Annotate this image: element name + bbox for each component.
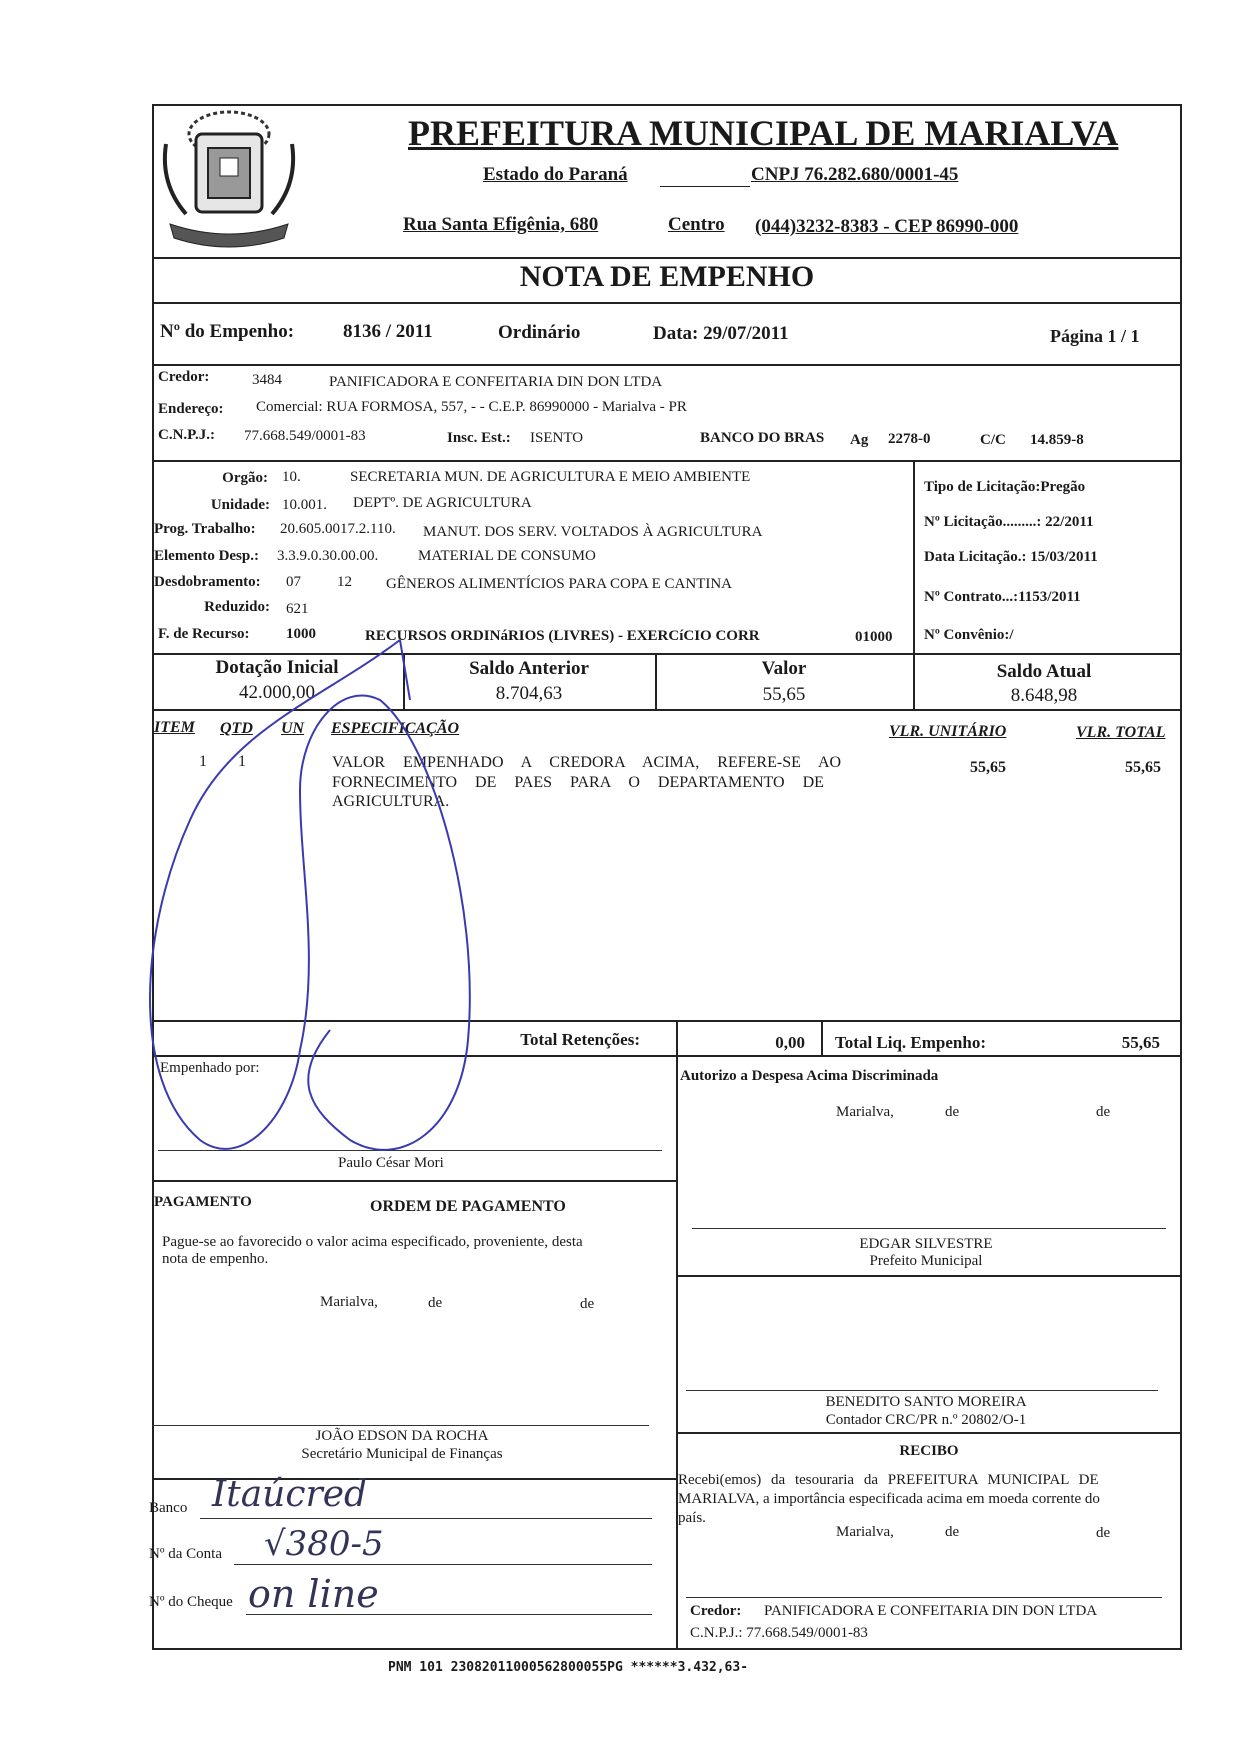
autorizo-de-2: de: [1096, 1104, 1111, 1120]
credor-divider: [152, 460, 1182, 462]
contador-divider: [676, 1432, 1182, 1434]
autorizo-de-1: de: [945, 1104, 960, 1120]
autorizo-label: Autorizo a Despesa Acima Discriminada: [680, 1068, 939, 1084]
secretario-signature-line: [152, 1425, 649, 1426]
conta-field[interactable]: √380-5: [264, 1524, 384, 1564]
agency-number: 2278-0: [888, 431, 931, 447]
lower-center-divider: [676, 1055, 678, 1650]
cnpj-header: CNPJ 76.282.680/0001-45: [751, 164, 959, 185]
empenhado-name: Paulo César Mori: [338, 1155, 444, 1171]
address-label: Endereço:: [158, 401, 224, 417]
desdobramento-a: 07: [286, 574, 301, 590]
totals-divider-2: [821, 1020, 823, 1055]
conta-field-line: [234, 1564, 652, 1565]
orgao-label: Orgão:: [222, 470, 268, 486]
item-desc-line1: VALOR EMPENHADO A CREDORA ACIMA, REFERE-SE AO: [332, 754, 842, 771]
col-especificacao: ESPECIFICAÇÃO: [331, 720, 460, 737]
street-address: Rua Santa Efigênia, 680: [403, 214, 599, 235]
retencoes-label: Total Retenções:: [520, 1030, 640, 1049]
saldo-anterior-label: Saldo Anterior: [469, 658, 589, 679]
saldo-atual-value: 8.648,98: [1010, 685, 1078, 706]
fonte-name: RECURSOS ORDINáRIOS (LIVRES) - EXERCíCIO CORR: [365, 628, 760, 644]
dotacao-label: Dotação Inicial: [215, 657, 339, 678]
pagamento-text-2: nota de empenho.: [162, 1251, 269, 1267]
page-number: Página 1 / 1: [1050, 326, 1140, 346]
desdobramento-label: Desdobramento:: [154, 574, 261, 590]
credor-label: Credor:: [158, 369, 210, 385]
prog-label: Prog. Trabalho:: [154, 521, 256, 537]
col-item: ITEM: [154, 719, 195, 736]
empenho-number: 8136 / 2011: [343, 321, 433, 342]
item-number: 1: [199, 753, 207, 770]
col-un: UN: [281, 720, 305, 737]
totals-top-line: [152, 1020, 1182, 1022]
banco-label: Banco: [149, 1500, 188, 1516]
cnpj-label: C.N.P.J.:: [158, 427, 215, 443]
col-vlr-unitario: VLR. UNITÁRIO: [889, 723, 1007, 740]
municipal-crest: [156, 104, 302, 252]
empenho-date: Data: 29/07/2011: [653, 323, 789, 344]
desdobramento-name: GÊNEROS ALIMENTÍCIOS PARA COPA E CANTINA: [386, 576, 733, 592]
unidade-name: DEPTº. DE AGRICULTURA: [353, 495, 532, 511]
recibo-de-1: de: [945, 1524, 960, 1540]
dotacao-value: 42.000,00: [239, 682, 315, 703]
credor-code: 3484: [252, 372, 282, 388]
recibo-signature-line: [686, 1597, 1162, 1598]
empenho-type: Ordinário: [498, 322, 581, 343]
pagamento-de-1: de: [428, 1295, 443, 1311]
liquido-label: Total Liq. Empenho:: [835, 1033, 986, 1052]
credor-name: PANIFICADORA E CONFEITARIA DIN DON LTDA: [329, 374, 663, 390]
totals-divider-1: [676, 1020, 678, 1055]
orgao-code: 10.: [282, 469, 301, 485]
title-divider: [152, 302, 1182, 304]
document-title: NOTA DE EMPENHO: [519, 260, 815, 293]
item-total-price: 55,65: [1125, 759, 1161, 776]
saldo-divider: [152, 709, 1182, 711]
item-desc-line3: AGRICULTURA.: [332, 793, 450, 810]
pagamento-de-2: de: [580, 1296, 595, 1312]
item-qty: 1: [238, 753, 246, 770]
contador-name: BENEDITO SANTO MOREIRA: [825, 1394, 1027, 1410]
pagamento-city: Marialva,: [320, 1294, 378, 1310]
saldo-atual-label: Saldo Atual: [996, 661, 1092, 682]
insc-label: Insc. Est.:: [447, 430, 511, 446]
fonte-label: F. de Recurso:: [158, 626, 250, 642]
state-underline: [660, 186, 750, 187]
empenho-divider: [152, 364, 1182, 366]
elemento-label: Elemento Desp.:: [154, 548, 259, 564]
liquido-value: 55,65: [1121, 1033, 1160, 1052]
header-divider: [152, 257, 1182, 259]
data-licitacao: Data Licitação.: 15/03/2011: [924, 549, 1098, 565]
numero-convenio: Nº Convênio:/: [924, 627, 1014, 643]
prog-code: 20.605.0017.2.110.: [280, 521, 396, 537]
valor-value: 55,65: [762, 684, 806, 705]
fonte-number: 01000: [855, 629, 893, 645]
credor-address: Comercial: RUA FORMOSA, 557, - - C.E.P. 86990000 - Marialva - PR: [256, 399, 687, 415]
autorizo-city: Marialva,: [836, 1104, 894, 1120]
banco-field[interactable]: Itaúcred: [212, 1474, 368, 1515]
cheque-label: Nº do Cheque: [149, 1594, 233, 1610]
cheque-field[interactable]: on line: [248, 1572, 379, 1616]
numero-licitacao: Nº Licitação.........: 22/2011: [924, 514, 1094, 530]
recibo-credor-label: Credor:: [690, 1603, 742, 1619]
item-unit-price: 55,65: [970, 759, 1006, 776]
prog-name: MANUT. DOS SERV. VOLTADOS À AGRICULTURA: [423, 524, 763, 540]
credor-cnpj: 77.668.549/0001-83: [244, 428, 366, 444]
recibo-credor-cnpj: C.N.P.J.: 77.668.549/0001-83: [690, 1625, 868, 1641]
municipality-title: PREFEITURA MUNICIPAL DE MARIALVA: [408, 113, 1119, 153]
account-label: C/C: [980, 432, 1006, 448]
prefeito-role: Prefeito Municipal: [869, 1253, 983, 1269]
unidade-code: 10.001.: [282, 497, 327, 513]
bank-name: BANCO DO BRAS: [700, 430, 825, 446]
footer-code: PNM 101 23082011000562800055PG ******3.432,63-: [388, 1660, 749, 1675]
empenhado-divider: [152, 1180, 676, 1182]
prefeito-divider: [676, 1275, 1182, 1277]
banco-field-line: [200, 1518, 652, 1519]
recibo-credor-name: PANIFICADORA E CONFEITARIA DIN DON LTDA: [764, 1603, 1098, 1619]
empenhado-label: Empenhado por:: [160, 1060, 260, 1076]
conta-label: Nº da Conta: [149, 1546, 222, 1562]
recibo-de-2: de: [1096, 1525, 1111, 1541]
saldo-anterior-value: 8.704,63: [495, 683, 563, 704]
licitacao-divider: [913, 460, 915, 653]
ordem-pagamento-label: ORDEM DE PAGAMENTO: [370, 1198, 566, 1215]
pagamento-text-1: Pague-se ao favorecido o valor acima especificado, proveniente, desta: [162, 1234, 583, 1250]
orgao-name: SECRETARIA MUN. DE AGRICULTURA E MEIO AMBIENTE: [350, 469, 751, 485]
empenho-number-label: Nº do Empenho:: [160, 321, 295, 342]
recibo-city: Marialva,: [836, 1524, 894, 1540]
elemento-name: MATERIAL DE CONSUMO: [418, 548, 596, 564]
budget-divider: [152, 653, 1182, 655]
insc-value: ISENTO: [530, 430, 584, 446]
secretario-role: Secretário Municipal de Finanças: [301, 1446, 503, 1462]
prefeito-name: EDGAR SILVESTRE: [859, 1236, 993, 1252]
crest-ribbon-text: MARIALVA: [196, 221, 266, 232]
reduzido-label: Reduzido:: [204, 599, 270, 615]
tipo-licitacao: Tipo de Licitação:Pregão: [924, 479, 1086, 495]
pagamento-label: PAGAMENTO: [154, 1194, 252, 1210]
elemento-code: 3.3.9.0.30.00.00.: [277, 548, 379, 564]
contador-signature-line: [686, 1390, 1158, 1391]
secretario-name: JOÃO EDSON DA ROCHA: [315, 1428, 489, 1444]
col-qtd: QTD: [220, 720, 253, 737]
recibo-label: RECIBO: [899, 1443, 959, 1459]
fonte-code: 1000: [286, 626, 316, 642]
recibo-text-1: Recebi(emos) da tesouraria da PREFEITURA MUNICIPAL DE: [678, 1472, 1099, 1488]
col-vlr-total: VLR. TOTAL: [1076, 724, 1166, 741]
phone-cep: (044)3232-8383 - CEP 86990-000: [755, 216, 1019, 237]
numero-contrato: Nº Contrato...:1153/2011: [924, 589, 1081, 605]
unidade-label: Unidade:: [210, 497, 270, 513]
totals-bottom-line: [152, 1055, 1182, 1057]
valor-label: Valor: [761, 658, 807, 679]
contador-role: Contador CRC/PR n.º 20802/O-1: [825, 1412, 1027, 1428]
item-desc-line2: FORNECIMENTO DE PAES PARA O DEPARTAMENTO DE: [332, 774, 824, 791]
empenhado-signature-line: [158, 1150, 662, 1151]
reduzido-value: 621: [286, 601, 309, 617]
retencoes-value: 0,00: [775, 1033, 805, 1052]
recibo-text-2: MARIALVA, a importância especificada acima em moeda corrente do: [678, 1491, 1100, 1507]
district: Centro: [668, 214, 725, 235]
desdobramento-b: 12: [337, 574, 352, 590]
recibo-text-3: país.: [678, 1510, 706, 1526]
state-name: Estado do Paraná: [483, 164, 628, 185]
account-number: 14.859-8: [1030, 432, 1084, 448]
autorizo-signature-line: [692, 1228, 1166, 1229]
agency-label: Ag: [850, 432, 869, 448]
